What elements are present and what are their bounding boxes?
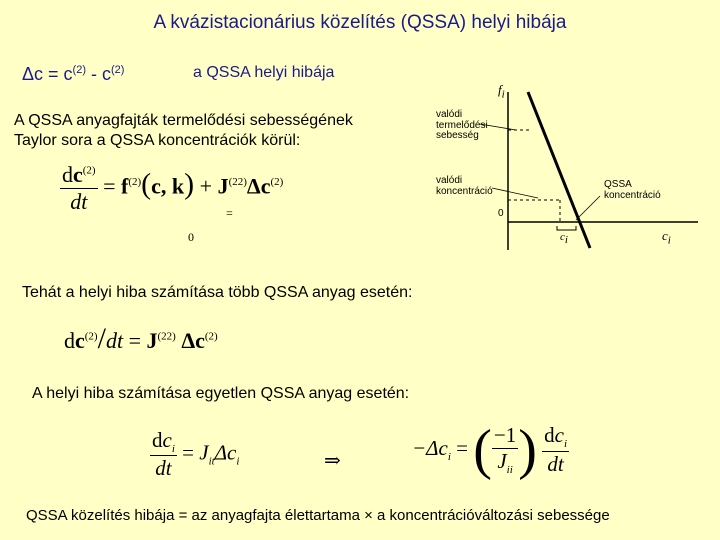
- equation-taylor: [60, 162, 283, 215]
- equation-single-solved: [412, 419, 569, 481]
- delta-ci-label: [560, 231, 568, 246]
- conc-pointer: [492, 188, 538, 198]
- slide-title: A kvázistacionárius közelítés (QSSA) helyi hibája: [153, 12, 567, 33]
- eq2-dt: dt: [105, 328, 124, 353]
- rate-line: [528, 92, 590, 248]
- eq2-c: c: [75, 328, 85, 353]
- label-real-rate: valódi termelődési sebesség: [436, 109, 488, 141]
- eq2-J-sup: (22): [157, 330, 176, 343]
- eq1-open-paren: (: [141, 167, 152, 201]
- eq3-right-paren: ): [518, 419, 537, 481]
- eq2-c-sup: (2): [84, 330, 98, 343]
- eq1-close-paren: ): [184, 167, 195, 201]
- eq3-rate-dt: dt: [547, 451, 564, 476]
- eq3-c-sub: i: [171, 443, 175, 456]
- ci-sub: i: [667, 234, 671, 247]
- eq1-f: f: [121, 173, 129, 199]
- eq1-c-sup: (2): [82, 164, 96, 177]
- eq1-J: J: [217, 173, 229, 199]
- eq3-rate-fraction: [542, 423, 569, 476]
- eq1-c: c: [73, 162, 83, 187]
- single-species-text: A helyi hiba számítása egyetlen QSSA anyag esetén:: [32, 385, 410, 402]
- eq3-rate-c: c: [554, 423, 564, 448]
- eq1-delta-c-sup: (2): [270, 176, 284, 189]
- eq2-delta-c: Δc: [181, 328, 205, 353]
- implies-arrow: ⇒: [324, 450, 341, 472]
- eq1-eq-zero: [226, 206, 233, 221]
- taylor-line-1: A QSSA anyagfajták termelődési sebességének: [14, 112, 353, 129]
- eq1-fraction: [60, 162, 98, 215]
- eq3-delta-c-sub: i: [236, 455, 240, 468]
- equation-single: [150, 428, 239, 481]
- delta-c-brace: [557, 226, 576, 230]
- eq3-inverse-fraction: [492, 423, 518, 476]
- taylor-line-2: Taylor sora a QSSA koncentrációk körül:: [14, 132, 301, 149]
- eq3-minus-one: −1: [493, 423, 517, 448]
- eq2-delta-c-sup: (2): [204, 330, 218, 343]
- delta-lhs: Δc =: [22, 64, 64, 84]
- delta-c1: c: [63, 64, 73, 84]
- eq1-args: c, k: [151, 173, 185, 199]
- delta-ci-c: c: [560, 231, 565, 243]
- ci-axis-label: [662, 228, 671, 247]
- delta-c2-sup: (2): [111, 64, 125, 76]
- multi-species-text: Tehát a helyi hiba számítása több QSSA anyag esetén:: [22, 284, 413, 301]
- eq3-equals: =: [182, 440, 194, 465]
- eq3-neg-delta-c-sub: i: [447, 451, 451, 463]
- eq3-equals-2: =: [456, 435, 468, 460]
- eq3-left-paren: (: [473, 419, 492, 481]
- qssa-pointer: [576, 196, 600, 220]
- eq1-zero: 0: [188, 230, 194, 244]
- eq1-zero-equals: =: [226, 206, 233, 220]
- eq3-J-sub: it: [208, 455, 215, 468]
- footer-statement: QSSA közelítés hibája = az anyagfajta élettartama × a koncentrációváltozási sebessége: [26, 507, 610, 524]
- delta-c2: c: [102, 64, 111, 84]
- label-qssa-conc: QSSA koncentráció: [604, 179, 661, 201]
- eq2-J: J: [146, 328, 158, 353]
- eq2-slash: /: [97, 322, 106, 355]
- eq1-equals: =: [103, 173, 116, 199]
- ci-letter: c: [662, 228, 668, 243]
- eq1-dt: dt: [70, 189, 88, 214]
- fi-sub: i: [501, 88, 505, 101]
- eq3-J-den: J: [497, 449, 507, 474]
- eq3-delta-c: Δc: [214, 440, 237, 465]
- eq2-d: d: [64, 328, 75, 353]
- delta-ci-sub: i: [564, 234, 568, 247]
- fi-letter: f: [498, 82, 502, 97]
- eq3-d: d: [152, 428, 163, 452]
- eq1-delta-c: Δc: [246, 173, 271, 199]
- equation-multi: [64, 322, 218, 356]
- eq3-fraction: [150, 428, 177, 481]
- eq1-plus: +: [199, 173, 213, 199]
- delta-definition: [22, 64, 124, 85]
- label-real-conc: valódi koncentráció: [436, 175, 493, 197]
- eq3-neg-delta-c: −Δc: [412, 435, 448, 460]
- eq1-J-sup: (22): [228, 176, 247, 189]
- origin-zero: 0: [498, 208, 504, 219]
- delta-c1-sup: (2): [72, 64, 86, 76]
- fi-axis-label: [498, 82, 505, 101]
- eq3-dt: dt: [155, 456, 172, 481]
- eq1-d: d: [62, 162, 73, 187]
- eq3-J: J: [199, 440, 209, 465]
- eq2-equals: =: [128, 328, 141, 353]
- eq3-c: c: [162, 428, 172, 452]
- eq3-J-den-sub: ii: [506, 464, 513, 477]
- eq3-rate-c-sub: i: [563, 438, 568, 451]
- eq1-f-sup: (2): [128, 176, 142, 189]
- delta-minus: -: [86, 64, 102, 84]
- eq3-rate-d: d: [544, 423, 555, 448]
- delta-description: a QSSA helyi hibája: [193, 64, 335, 81]
